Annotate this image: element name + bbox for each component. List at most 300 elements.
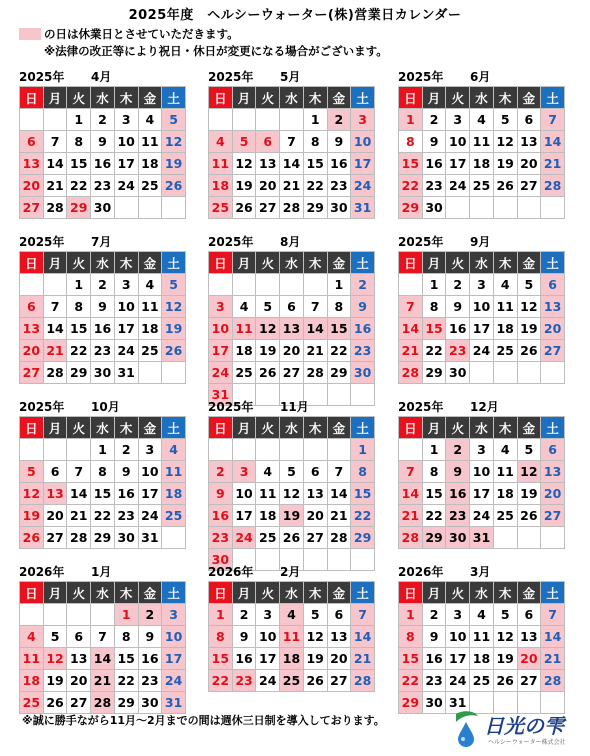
day-cell: 23 <box>446 505 470 527</box>
day-cell: 20 <box>541 483 565 505</box>
day-cell: 28 <box>43 197 67 219</box>
empty-cell <box>162 197 186 219</box>
day-cell: 16 <box>446 318 470 340</box>
month-table <box>19 416 186 549</box>
day-cell: 13 <box>303 483 327 505</box>
day-cell: 8 <box>303 131 327 153</box>
weekday-header: 月 <box>422 417 446 439</box>
day-cell: 21 <box>351 648 375 670</box>
day-cell: 24 <box>256 670 280 692</box>
day-cell: 12 <box>303 626 327 648</box>
day-cell: 1 <box>351 439 375 461</box>
weekday-header: 木 <box>303 582 327 604</box>
day-cell: 2 <box>138 604 162 626</box>
day-cell: 14 <box>303 318 327 340</box>
day-cell: 4 <box>138 109 162 131</box>
day-cell: 23 <box>114 505 138 527</box>
month-label: 1月 <box>91 565 112 579</box>
day-cell: 6 <box>20 131 44 153</box>
day-cell: 17 <box>446 648 470 670</box>
day-cell: 12 <box>43 648 67 670</box>
day-cell: 28 <box>91 692 115 714</box>
weekday-header: 金 <box>327 582 351 604</box>
weekday-header: 月 <box>422 582 446 604</box>
day-cell: 14 <box>43 153 67 175</box>
day-cell: 5 <box>517 439 541 461</box>
day-cell: 17 <box>162 648 186 670</box>
footer-note: ※誠に勝手ながら11月～2月までの間は週休三日制を導入しております。 <box>22 714 385 727</box>
weekday-header: 木 <box>493 417 517 439</box>
day-cell: 26 <box>493 670 517 692</box>
day-cell: 12 <box>280 483 304 505</box>
day-cell: 31 <box>209 384 233 406</box>
weekday-header: 火 <box>446 417 470 439</box>
day-cell: 25 <box>209 197 233 219</box>
day-cell: 6 <box>256 131 280 153</box>
empty-cell <box>493 197 517 219</box>
day-cell: 9 <box>422 131 446 153</box>
day-cell: 23 <box>351 340 375 362</box>
day-cell: 22 <box>303 175 327 197</box>
day-cell: 26 <box>303 670 327 692</box>
day-cell: 26 <box>43 692 67 714</box>
day-cell: 27 <box>280 362 304 384</box>
weekday-header: 日 <box>399 582 423 604</box>
weekday-header: 木 <box>114 87 138 109</box>
empty-cell <box>162 527 186 549</box>
day-cell: 14 <box>67 483 91 505</box>
empty-cell <box>303 274 327 296</box>
month-table <box>398 581 565 714</box>
weekday-header: 日 <box>20 87 44 109</box>
page-title: 2025年度 ヘルシーウォーター(株)営業日カレンダー <box>128 8 462 23</box>
month-year-label: 2025年 <box>398 235 444 249</box>
day-cell: 16 <box>91 318 115 340</box>
month-header <box>398 398 565 416</box>
empty-cell <box>20 109 44 131</box>
day-cell: 1 <box>209 604 233 626</box>
day-cell: 7 <box>351 604 375 626</box>
month-header <box>208 233 375 251</box>
day-cell: 19 <box>20 505 44 527</box>
day-cell: 26 <box>20 527 44 549</box>
day-cell: 2 <box>446 274 470 296</box>
day-cell: 3 <box>209 296 233 318</box>
day-cell: 15 <box>67 153 91 175</box>
day-cell: 4 <box>232 296 256 318</box>
month-year-label: 2025年 <box>208 70 254 84</box>
weekday-header: 日 <box>209 87 233 109</box>
day-cell: 8 <box>67 131 91 153</box>
day-cell: 6 <box>541 274 565 296</box>
day-cell: 29 <box>114 692 138 714</box>
day-cell: 20 <box>67 670 91 692</box>
weekday-header: 金 <box>517 87 541 109</box>
day-cell: 29 <box>399 197 423 219</box>
day-cell: 30 <box>422 692 446 714</box>
empty-cell <box>517 362 541 384</box>
day-cell: 1 <box>399 604 423 626</box>
day-cell: 3 <box>138 439 162 461</box>
day-cell: 24 <box>114 175 138 197</box>
day-cell: 20 <box>20 340 44 362</box>
month-table <box>398 251 565 384</box>
day-cell: 5 <box>517 274 541 296</box>
day-cell: 18 <box>256 505 280 527</box>
day-cell: 3 <box>162 604 186 626</box>
weekday-header: 土 <box>541 582 565 604</box>
day-cell: 24 <box>114 340 138 362</box>
empty-cell <box>280 109 304 131</box>
day-cell: 22 <box>351 505 375 527</box>
day-cell: 7 <box>91 626 115 648</box>
day-cell: 8 <box>422 296 446 318</box>
weekday-header: 水 <box>280 417 304 439</box>
day-cell: 2 <box>232 604 256 626</box>
weekday-header: 木 <box>303 87 327 109</box>
empty-cell <box>541 197 565 219</box>
weekday-header: 金 <box>327 252 351 274</box>
day-cell: 18 <box>280 648 304 670</box>
day-cell: 5 <box>303 604 327 626</box>
month-header <box>19 398 186 416</box>
day-cell: 22 <box>327 340 351 362</box>
weekday-header: 水 <box>280 87 304 109</box>
month-label: 9月 <box>470 235 491 249</box>
weekday-header: 土 <box>351 252 375 274</box>
day-cell: 13 <box>256 153 280 175</box>
day-cell: 9 <box>446 296 470 318</box>
day-cell: 29 <box>399 692 423 714</box>
day-cell: 11 <box>470 131 494 153</box>
day-cell: 7 <box>399 461 423 483</box>
day-cell: 10 <box>114 131 138 153</box>
day-cell: 10 <box>256 626 280 648</box>
day-cell: 15 <box>399 648 423 670</box>
month-calendar <box>398 563 565 714</box>
day-cell: 23 <box>91 340 115 362</box>
weekday-header: 金 <box>327 417 351 439</box>
weekday-header: 水 <box>91 417 115 439</box>
month-calendar <box>19 68 186 219</box>
weekday-header: 月 <box>422 87 446 109</box>
weekday-header: 金 <box>138 417 162 439</box>
day-cell: 21 <box>91 670 115 692</box>
day-cell: 17 <box>446 153 470 175</box>
month-header <box>19 68 186 86</box>
day-cell: 3 <box>232 461 256 483</box>
empty-cell <box>114 197 138 219</box>
day-cell: 8 <box>399 131 423 153</box>
day-cell: 6 <box>67 626 91 648</box>
day-cell: 16 <box>446 483 470 505</box>
day-cell: 28 <box>399 362 423 384</box>
weekday-header: 土 <box>162 582 186 604</box>
day-cell: 30 <box>422 197 446 219</box>
day-cell: 27 <box>20 197 44 219</box>
month-year-label: 2025年 <box>208 235 254 249</box>
day-cell: 15 <box>91 483 115 505</box>
empty-cell <box>256 274 280 296</box>
day-cell: 16 <box>138 648 162 670</box>
weekday-header: 水 <box>470 252 494 274</box>
day-cell: 21 <box>303 340 327 362</box>
month-label: 11月 <box>280 400 309 414</box>
weekday-header: 土 <box>351 582 375 604</box>
day-cell: 11 <box>493 296 517 318</box>
day-cell: 8 <box>351 461 375 483</box>
month-label: 10月 <box>91 400 120 414</box>
day-cell: 7 <box>399 296 423 318</box>
day-cell: 4 <box>138 274 162 296</box>
weekday-header: 火 <box>256 87 280 109</box>
day-cell: 31 <box>114 362 138 384</box>
weekday-header: 土 <box>162 87 186 109</box>
day-cell: 16 <box>209 505 233 527</box>
day-cell: 27 <box>303 527 327 549</box>
day-cell: 13 <box>327 626 351 648</box>
day-cell: 11 <box>470 626 494 648</box>
day-cell: 22 <box>209 670 233 692</box>
empty-cell <box>493 527 517 549</box>
day-cell: 25 <box>493 505 517 527</box>
day-cell: 17 <box>209 340 233 362</box>
day-cell: 28 <box>351 670 375 692</box>
day-cell: 25 <box>470 175 494 197</box>
day-cell: 9 <box>91 131 115 153</box>
day-cell: 14 <box>541 131 565 153</box>
month-label: 3月 <box>470 565 491 579</box>
day-cell: 7 <box>541 109 565 131</box>
day-cell: 3 <box>351 109 375 131</box>
day-cell: 18 <box>20 670 44 692</box>
day-cell: 21 <box>43 340 67 362</box>
weekday-header: 日 <box>399 417 423 439</box>
day-cell: 26 <box>232 197 256 219</box>
month-table <box>398 86 565 219</box>
day-cell: 11 <box>138 131 162 153</box>
empty-cell <box>232 274 256 296</box>
empty-cell <box>493 362 517 384</box>
day-cell: 30 <box>446 362 470 384</box>
weekday-header: 月 <box>43 582 67 604</box>
weekday-header: 土 <box>351 87 375 109</box>
day-cell: 30 <box>114 527 138 549</box>
day-cell: 13 <box>280 318 304 340</box>
day-cell: 10 <box>138 461 162 483</box>
weekday-header: 金 <box>327 87 351 109</box>
day-cell: 1 <box>399 109 423 131</box>
empty-cell <box>209 274 233 296</box>
day-cell: 19 <box>256 340 280 362</box>
day-cell: 8 <box>209 626 233 648</box>
day-cell: 2 <box>91 274 115 296</box>
day-cell: 22 <box>422 340 446 362</box>
month-header <box>19 233 186 251</box>
weekday-header: 木 <box>114 252 138 274</box>
day-cell: 8 <box>422 461 446 483</box>
day-cell: 17 <box>114 318 138 340</box>
month-table <box>19 581 186 714</box>
month-header <box>208 68 375 86</box>
day-cell: 20 <box>517 648 541 670</box>
day-cell: 9 <box>138 626 162 648</box>
day-cell: 20 <box>517 153 541 175</box>
day-cell: 10 <box>470 296 494 318</box>
day-cell: 10 <box>351 131 375 153</box>
day-cell: 16 <box>422 153 446 175</box>
day-cell: 6 <box>517 604 541 626</box>
month-header <box>19 563 186 581</box>
weekday-header: 月 <box>43 252 67 274</box>
day-cell: 2 <box>351 274 375 296</box>
day-cell: 3 <box>446 109 470 131</box>
day-cell: 16 <box>351 318 375 340</box>
day-cell: 5 <box>493 604 517 626</box>
month-calendar <box>208 68 375 219</box>
day-cell: 15 <box>422 318 446 340</box>
day-cell: 6 <box>280 296 304 318</box>
empty-cell <box>67 604 91 626</box>
day-cell: 2 <box>327 109 351 131</box>
month-calendar <box>208 563 375 692</box>
day-cell: 15 <box>351 483 375 505</box>
day-cell: 24 <box>209 362 233 384</box>
day-cell: 27 <box>67 692 91 714</box>
weekday-header: 火 <box>446 252 470 274</box>
day-cell: 16 <box>327 153 351 175</box>
day-cell: 30 <box>327 197 351 219</box>
day-cell: 9 <box>327 131 351 153</box>
day-cell: 1 <box>422 274 446 296</box>
empty-cell <box>256 439 280 461</box>
day-cell: 21 <box>43 175 67 197</box>
empty-cell <box>517 527 541 549</box>
month-year-label: 2026年 <box>208 565 254 579</box>
day-cell: 3 <box>470 439 494 461</box>
day-cell: 20 <box>43 505 67 527</box>
weekday-header: 火 <box>67 417 91 439</box>
weekday-header: 火 <box>67 252 91 274</box>
day-cell: 6 <box>517 109 541 131</box>
day-cell: 3 <box>470 274 494 296</box>
day-cell: 28 <box>399 527 423 549</box>
day-cell: 16 <box>91 153 115 175</box>
month-table <box>19 86 186 219</box>
day-cell: 15 <box>114 648 138 670</box>
day-cell: 5 <box>232 131 256 153</box>
empty-cell <box>280 274 304 296</box>
month-header <box>398 233 565 251</box>
day-cell: 17 <box>351 153 375 175</box>
empty-cell <box>162 362 186 384</box>
day-cell: 20 <box>280 340 304 362</box>
day-cell: 1 <box>422 439 446 461</box>
day-cell: 18 <box>162 483 186 505</box>
day-cell: 19 <box>517 318 541 340</box>
day-cell: 15 <box>422 483 446 505</box>
month-calendar <box>208 233 375 406</box>
day-cell: 29 <box>67 362 91 384</box>
day-cell: 12 <box>162 296 186 318</box>
weekday-header: 日 <box>209 252 233 274</box>
day-cell: 27 <box>43 527 67 549</box>
day-cell: 19 <box>232 175 256 197</box>
weekday-header: 月 <box>43 417 67 439</box>
weekday-header: 水 <box>280 582 304 604</box>
day-cell: 13 <box>517 626 541 648</box>
weekday-header: 土 <box>541 417 565 439</box>
day-cell: 29 <box>91 527 115 549</box>
day-cell: 23 <box>422 175 446 197</box>
day-cell: 9 <box>91 296 115 318</box>
day-cell: 20 <box>327 648 351 670</box>
day-cell: 26 <box>517 340 541 362</box>
weekday-header: 木 <box>114 582 138 604</box>
day-cell: 19 <box>493 153 517 175</box>
day-cell: 26 <box>493 175 517 197</box>
day-cell: 25 <box>138 175 162 197</box>
month-year-label: 2026年 <box>398 565 444 579</box>
month-calendar <box>19 233 186 384</box>
empty-cell <box>67 439 91 461</box>
empty-cell <box>399 439 423 461</box>
day-cell: 10 <box>232 483 256 505</box>
day-cell: 18 <box>470 648 494 670</box>
day-cell: 3 <box>256 604 280 626</box>
weekday-header: 月 <box>232 417 256 439</box>
day-cell: 13 <box>43 483 67 505</box>
empty-cell <box>43 604 67 626</box>
month-calendar <box>398 233 565 384</box>
empty-cell <box>43 274 67 296</box>
day-cell: 3 <box>114 109 138 131</box>
weekday-header: 火 <box>67 582 91 604</box>
day-cell: 18 <box>470 153 494 175</box>
day-cell: 8 <box>399 626 423 648</box>
weekday-header: 土 <box>162 417 186 439</box>
day-cell: 9 <box>351 296 375 318</box>
day-cell: 22 <box>91 505 115 527</box>
day-cell: 21 <box>67 505 91 527</box>
weekday-header: 金 <box>517 252 541 274</box>
month-calendar <box>398 398 565 549</box>
day-cell: 3 <box>114 274 138 296</box>
day-cell: 27 <box>327 670 351 692</box>
day-cell: 21 <box>541 648 565 670</box>
day-cell: 10 <box>162 626 186 648</box>
month-header <box>208 563 375 581</box>
day-cell: 11 <box>20 648 44 670</box>
logo-subtext: ヘルシーウォーター株式会社 <box>488 739 566 746</box>
empty-cell <box>232 439 256 461</box>
day-cell: 28 <box>327 527 351 549</box>
month-table <box>398 416 565 549</box>
day-cell: 23 <box>446 340 470 362</box>
day-cell: 17 <box>232 505 256 527</box>
day-cell: 10 <box>209 318 233 340</box>
day-cell: 5 <box>162 109 186 131</box>
day-cell: 19 <box>43 670 67 692</box>
month-year-label: 2025年 <box>19 235 65 249</box>
day-cell: 20 <box>541 318 565 340</box>
day-cell: 13 <box>517 131 541 153</box>
empty-cell <box>280 439 304 461</box>
day-cell: 11 <box>280 626 304 648</box>
day-cell: 29 <box>67 197 91 219</box>
day-cell: 21 <box>541 153 565 175</box>
weekday-header: 日 <box>209 582 233 604</box>
